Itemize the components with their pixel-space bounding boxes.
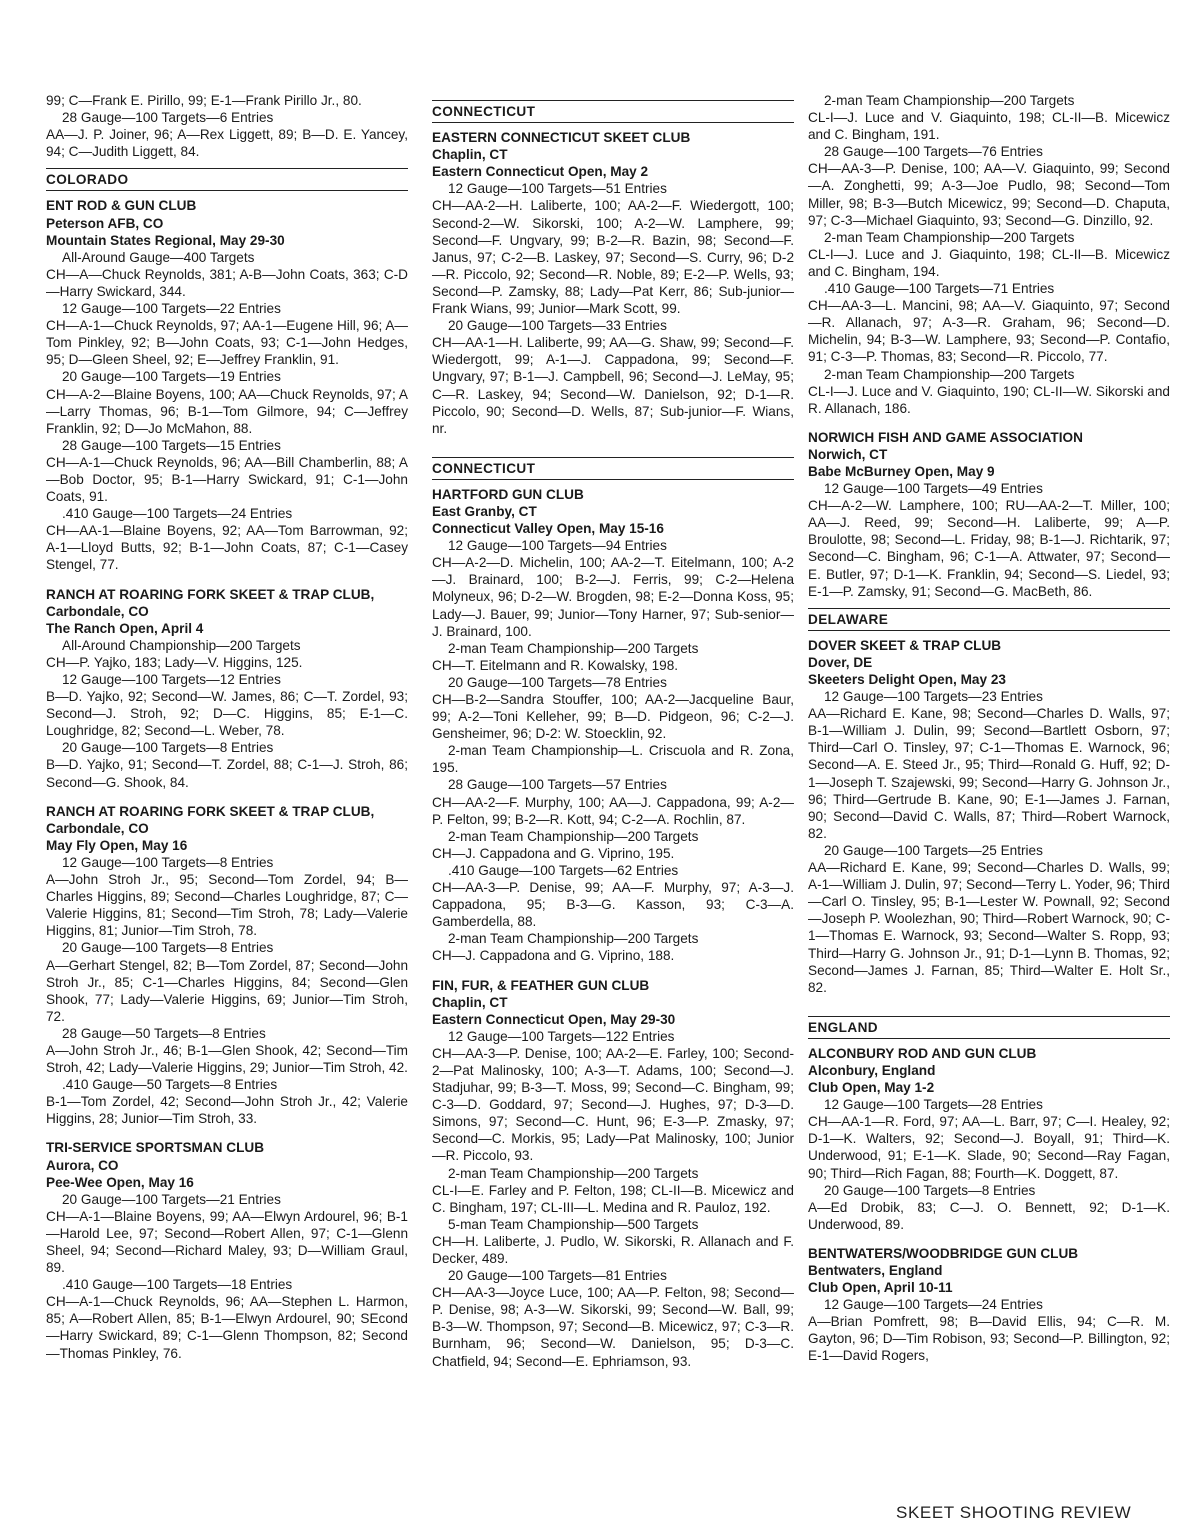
event-line: 28 Gauge—100 Targets—57 Entries [448,777,667,793]
column-2 [432,92,794,1370]
event-line: All-Around Championship—200 Targets [62,637,301,653]
result-paragraph: CL-I—J. Luce and V. Giaquinto, 190; CL-II—W. Sikorski and R. Allanach, 186. [808,383,1170,416]
event-line: All-Around Gauge—400 Targets [62,249,255,265]
club-location: East Granby, CT [432,503,537,519]
event-line: 28 Gauge—100 Targets—76 Entries [824,144,1043,160]
club-location: Bentwaters, England [808,1263,943,1278]
event-line: 2-man Team Championship—200 Targets [448,828,699,844]
result-paragraph: CH—AA-3—L. Mancini, 98; AA—V. Giaquinto, 97; Second—R. Allanach, 97; A-3—R. Graham, 96; Second—D. Michelin, 94; B-3—W. Lamphere, 93; Second—P. Contafio, 91; C-3—P. Thomas, 83; Second—R. Piccolo, 77. [808,298,1170,365]
result-paragraph: CH—AA-1—Blaine Boyens, 92; AA—Tom Barrowman, 92; A-1—Lloyd Butts, 92; B-1—John Coats, 87; C-1—Casey Stengel, 77. [46,523,408,573]
event-line: 2-man Team Championship—200 Targets [448,640,699,656]
event-line: 2-man Team Championship—200 Targets [448,1165,699,1181]
result-paragraph: CH—A-1—Chuck Reynolds, 97; AA-1—Eugene Hill, 96; A—Tom Pinkley, 92; B—John Coats, 93; C-1—John Hedges, 95; D—Gleen Sheel, 92; E—Jeffrey Franklin, 91. [46,318,408,368]
event-name: Eastern Connecticut Open, May 2 [432,164,649,180]
result-paragraph: B-1—Tom Zordel, 42; Second—John Stroh Jr., 42; Valerie Higgins, 28; Junior—Tim Stroh, 33. [46,1094,408,1127]
result-paragraph: CH—A-1—Chuck Reynolds, 96; AA—Bill Chamberlin, 88; A—Bob Doctor, 95; B-1—Harry Swickard, 91; C-1—John Coats, 91. [46,454,408,505]
club-name: TRI-SERVICE SPORTSMAN CLUB [46,1140,265,1156]
spacer [46,574,408,586]
result-paragraph: CL-I—E. Farley and P. Felton, 198; CL-II—B. Micewicz and C. Bingham, 197; CL-III—L. Medina and R. Pauloz, 192. [432,1182,794,1215]
event-line: 20 Gauge—100 Targets—33 Entries [448,318,667,334]
result-paragraph: A—Ed Drobik, 83; C—J. O. Bennett, 92; D-1—K. Underwood, 89. [808,1199,1170,1232]
event-line: 28 Gauge—50 Targets—8 Entries [62,1025,266,1041]
event-name: May Fly Open, May 16 [46,837,188,853]
event-line: 20 Gauge—100 Targets—8 Entries [62,740,274,756]
event-name: Skeeters Delight Open, May 23 [808,672,1006,687]
result-paragraph: AA—Richard E. Kane, 99; Second—Charles D. Walls, 99; A-1—William J. Dulin, 97; Second—Terry L. Yoder, 96; Third—Carl O. Tinsley, 95; B-1—Lester W. Pownall, 92; Second—Joseph P. Woolezhan, 90; Third—Robert Warnock, 90; C-1—Thomas E. Warnock, 93; Second—Walter S. Ropp, 93; Third—Harry G. Johnson Jr., 91; D-1—Lynn B. Thomas, 92; Second—James J. Farnan, 85; Third—Walter E. Holt Sr., 82. [808,860,1170,995]
event-line: 20 Gauge—100 Targets—81 Entries [448,1268,667,1284]
event-line: 12 Gauge—100 Targets—94 Entries [448,538,667,554]
result-paragraph: CH—AA-1—R. Ford, 97; AA—L. Barr, 97; C—I. Healey, 92; D-1—K. Walters, 92; Second—J. Boyall, 91; Third—K. Underwood, 91; E-1—K. Slade, 90; Second—Ray Fagan, 90; Third—Rich Fagan, 88; Fourth—K. Doggett, 87. [808,1114,1170,1181]
result-paragraph: 99; C—Frank E. Pirillo, 99; E-1—Frank Pirillo Jr., 80. [46,93,362,108]
result-paragraph: A—John Stroh Jr., 95; Second—Tom Zordel, 94; B—Charles Higgins, 89; Second—Charles Loughridge, 87; C—Valerie Higgins, 81; Second—Tim Stroh, 78; Lady—Valerie Higgins, 81; Junior—Tim Stroh, 78. [46,872,408,939]
club-location: Alconbury, England [808,1062,936,1078]
event-line: 5-man Team Championship—500 Targets [448,1216,699,1232]
event-line: 20 Gauge—100 Targets—8 Entries [824,1182,1036,1198]
event-line: 12 Gauge—100 Targets—8 Entries [62,854,274,870]
result-paragraph: CH—P. Yajko, 183; Lady—V. Higgins, 125. [46,654,303,670]
result-paragraph: B—D. Yajko, 92; Second—W. James, 86; C—T. Zordel, 93; Second—J. Stroh, 92; D—C. Higgins, 85; E-1—C. Loughridge, 82; Second—L. Weber, 78. [46,689,408,739]
result-paragraph: B—D. Yajko, 91; Second—T. Zordel, 88; C-1—J. Stroh, 86; Second—G. Shook, 84. [46,757,408,790]
event-line: 12 Gauge—100 Targets—51 Entries [448,181,667,197]
event-line: .410 Gauge—50 Targets—8 Entries [62,1077,278,1093]
result-paragraph: CL-I—J. Luce and J. Giaquinto, 198; CL-II—B. Micewicz and C. Bingham, 194. [808,246,1170,279]
result-paragraph: CH—AA-3—P. Denise, 100; AA-2—E. Farley, 100; Second-2—Pat Malinosky, 100; A-3—T. Adams, 100; Second—J. Stadjuhar, 99; B-3—T. Moss, 99; Second—C. Bingham, 99; C-3—D. Goddard, 97; Second—J. Hughes, 97; D-3—D. Simons, 97; Second—C. Hunt, 96; E-3—P. Zmasky, 97; Second—C. Morkis, 95; Lady—Pat Malinosky, 100; Junior—R. Piccolo, 93. [432,1045,794,1164]
event-line: 28 Gauge—100 Targets—15 Entries [62,437,281,453]
state-heading: CONNECTICUT [432,457,794,480]
event-name: Club Open, May 1-2 [808,1080,935,1096]
footer-publication-title: SKEET SHOOTING REVIEW [896,1503,1132,1522]
result-paragraph: AA—J. P. Joiner, 96; A—Rex Liggett, 89; B—D. E. Yancey, 94; C—Judith Liggett, 84. [46,127,408,160]
event-line: 20 Gauge—100 Targets—19 Entries [62,369,281,385]
event-line: 12 Gauge—100 Targets—49 Entries [824,481,1043,497]
club-name: EASTERN CONNECTICUT SKEET CLUB [432,130,691,146]
club-location: Peterson AFB, CO [46,215,164,231]
spacer [432,437,794,449]
event-name: Pee-Wee Open, May 16 [46,1174,194,1190]
result-paragraph: CH—AA-1—H. Laliberte, 99; AA—G. Shaw, 99; Second—F. Wiedergott, 99; A-1—J. Cappadona, 99; Second—F. Ungvary, 97; B-1—J. Campbell, 96; Second—J. LeMay, 95; C—R. Laskey, 94; Second—W. Danielson, 92; D-1—R. Piccolo, 90; Second—D. Wells, 87; Sub-junior—F. Wians, nr. [432,335,794,436]
event-name: The Ranch Open, April 4 [46,620,204,636]
result-paragraph: CH—H. Laliberte, J. Pudlo, W. Sikorski, R. Allanach and F. Decker, 489. [432,1233,794,1266]
event-name: Mountain States Regional, May 29-30 [46,232,285,248]
state-heading: DELAWARE [808,608,1170,631]
result-paragraph: CH—A-2—D. Michelin, 100; AA-2—T. Eitelmann, 100; A-2—J. Brainard, 100; B-2—J. Ferris, 99; C-2—Helena Molyneux, 96; D-2—W. Brogden, 98; E-2—Donna Koss, 95; Lady—J. Bauer, 99; Junior—Tony Harner, 97; Sub-senior—J. Brainard, 100. [432,555,794,639]
result-paragraph: CH—AA-3—Joyce Luce, 100; AA—P. Felton, 98; Second—P. Denise, 98; A-3—W. Sikorski, 99; Second—W. Ball, 99; B-3—W. Thompson, 97; Second—B. Micewicz, 97; C-3—R. Burnham, 96; Second—W. Danielson, 95; D-3—C. Chatfield, 94; Second—E. Ephriamson, 93. [432,1285,794,1369]
event-line: .410 Gauge—100 Targets—18 Entries [62,1277,293,1293]
spacer [808,996,1170,1008]
event-line: 20 Gauge—100 Targets—8 Entries [62,940,274,956]
result-paragraph: CH—A—Chuck Reynolds, 381; A-B—John Coats, 363; C-D—Harry Swickard, 344. [46,266,408,299]
club-name: NORWICH FISH AND GAME ASSOCIATION [808,429,1083,445]
state-heading: CONNECTICUT [432,100,794,123]
result-paragraph: CH—A-2—W. Lamphere, 100; RU—AA-2—T. Miller, 100; AA—J. Reed, 99; Second—H. Laliberte, 99; A—P. Broulotte, 98; Second—L. Friday, 98; B-1—J. Richtarik, 97; Second—C. Bingham, 96; C-1—A. Attwater, 97; Second—E. Butler, 97; D-1—K. Franklin, 94; Second—S. Liedel, 93; E-1—P. Zamsky, 91; Second—G. MacBeth, 86. [808,498,1170,599]
event-line: .410 Gauge—100 Targets—71 Entries [824,281,1055,297]
event-line: 20 Gauge—100 Targets—78 Entries [448,674,667,690]
result-paragraph: CH—T. Eitelmann and R. Kowalsky, 198. [432,657,679,673]
event-line: .410 Gauge—100 Targets—62 Entries [448,862,679,878]
spacer [46,791,408,803]
result-paragraph: CH—J. Cappadona and G. Viprino, 195. [432,845,675,861]
event-line: 12 Gauge—100 Targets—23 Entries [824,689,1043,705]
spacer [46,1127,408,1139]
event-line: 2-man Team Championship—L. Criscuola and R. Zona, 195. [432,743,794,776]
club-name: RANCH AT ROARING FORK SKEET & TRAP CLUB, Carbondale, CO [46,803,375,836]
event-line: 2-man Team Championship—200 Targets [824,229,1075,245]
event-line: 12 Gauge—100 Targets—22 Entries [62,301,281,317]
result-paragraph: AA—Richard E. Kane, 98; Second—Charles D. Walls, 97; B-1—William J. Dulin, 99; Second—Bartlett Osborn, 97; Third—Carl O. Tinsley, 97; C-1—Thomas E. Warnock, 96; Second—A. E. Steed Jr., 95; Third—Ronald G. Huff, 92; D-1—Joseph T. Szajewski, 99; Second—Harry G. Johnson Jr., 96; Third—Gertrude B. Kane, 90; E-1—James J. Farnan, 90; Second—David C. Walls, 87; Third—Robert Warnock, 82. [808,706,1170,841]
result-paragraph: CH—A-1—Chuck Reynolds, 96; AA—Stephen L. Harmon, 85; A—Robert Allen, 85; B-1—Elwyn Ardourel, 90; SEcond—Harry Swickard, 89; C-1—Glenn Thompson, 82; Second—Thomas Pinkley, 76. [46,1294,408,1361]
club-location: Dover, DE [808,654,873,670]
result-paragraph: CH—A-2—Blaine Boyens, 100; AA—Chuck Reynolds, 97; A—Larry Thomas, 96; B-1—Tom Gilmore, 94; C—Jeffrey Franklin, 92; D—Jo McMahon, 88. [46,386,408,436]
event-line: 12 Gauge—100 Targets—122 Entries [448,1028,675,1044]
event-line: 12 Gauge—100 Targets—28 Entries [824,1097,1043,1113]
event-line: 2-man Team Championship—200 Targets [448,931,699,947]
spacer [808,417,1170,429]
result-paragraph: CH—B-2—Sandra Stouffer, 100; AA-2—Jacqueline Baur, 99; A-2—Toni Kelleher, 99; B—D. Pidgeon, 96; C-2—J. Gensheimer, 96; D-2: W. Stoecklin, 92. [432,692,794,742]
event-line: 20 Gauge—100 Targets—25 Entries [824,842,1043,858]
result-paragraph: A—Gerhart Stengel, 82; B—Tom Zordel, 87; Second—John Stroh Jr., 85; C-1—Charles Higgins, 84; Second—Glen Shook, 77; Lady—Valerie Higgins, 69; Junior—Tim Stroh, 72. [46,957,408,1024]
spacer [808,1233,1170,1245]
result-paragraph: CH—A-1—Blaine Boyens, 99; AA—Elwyn Ardourel, 96; B-1—Harold Lee, 97; Second—Robert Allen, 97; C-1—Glenn Sheel, 94; Second—Richard Maley, 93; D—William Graul, 89. [46,1208,408,1276]
event-name: Babe McBurney Open, May 9 [808,463,995,479]
club-location: Chaplin, CT [432,994,508,1010]
event-line: .410 Gauge—100 Targets—24 Entries [62,506,293,522]
state-heading: COLORADO [46,168,408,191]
event-line: 28 Gauge—100 Targets—6 Entries [62,110,274,126]
event-name: Connecticut Valley Open, May 15-16 [432,521,664,537]
result-paragraph: CH—AA-2—F. Murphy, 100; AA—J. Cappadona, 99; A-2—P. Felton, 99; B-2—R. Kott, 94; C-2—A. Rochlin, 87. [432,794,794,827]
state-heading: ENGLAND [808,1016,1170,1039]
column-3 [808,92,1170,1365]
event-line: 12 Gauge—100 Targets—24 Entries [824,1297,1043,1313]
club-name: HARTFORD GUN CLUB [432,486,584,502]
club-name: RANCH AT ROARING FORK SKEET & TRAP CLUB, Carbondale, CO [46,586,375,619]
result-paragraph: A—Brian Pomfrett, 98; B—David Ellis, 94; C—R. M. Gayton, 96; D—Tim Robison, 93; Second—P. Billington, 92; E-1—David Rogers, [808,1314,1170,1364]
club-name: FIN, FUR, & FEATHER GUN CLUB [432,977,650,993]
result-paragraph: CH—AA-3—P. Denise, 99; AA—F. Murphy, 97; A-3—J. Cappadona, 95; B-3—G. Kasson, 93; C-3—A. Gamberdella, 88. [432,880,794,930]
club-location: Norwich, CT [808,446,888,462]
result-paragraph: CH—J. Cappadona and G. Viprino, 188. [432,948,675,964]
club-location: Chaplin, CT [432,147,508,163]
event-line: 20 Gauge—100 Targets—21 Entries [62,1191,281,1207]
result-paragraph: CH—AA-2—H. Laliberte, 100; AA-2—F. Wiedergott, 100; Second-2—W. Sikorski, 100; A-2—W. Lamphere, 99; Second—F. Ungvary, 99; B-2—R. Bazin, 98; Second—F. Janus, 97; C-2—B. Laskey, 97; Second—S. Curry, 96; D-2—R. Piccolo, 92; Second—R. Noble, 89; E-2—P. Wells, 93; Second—P. Zamsky, 88; Lady—Pat Kerr, 86; Sub-junior—Frank Wians, 99; Junior—Mark Scott, 99. [432,198,794,317]
result-paragraph: CL-I—J. Luce and V. Giaquinto, 198; CL-II—B. Micewicz and C. Bingham, 191. [808,110,1170,143]
club-name: ENT ROD & GUN CLUB [46,198,197,214]
club-location: Aurora, CO [46,1157,119,1173]
club-name: DOVER SKEET & TRAP CLUB [808,637,1002,653]
event-line: 2-man Team Championship—200 Targets [824,93,1075,108]
column-1 [46,92,408,1362]
event-line: 2-man Team Championship—200 Targets [824,366,1075,382]
spacer [432,965,794,977]
result-paragraph: CH—AA-3—P. Denise, 100; AA—V. Giaquinto, 99; Second—A. Zonghetti, 99; A-3—Joe Pudlo, 98; Second—Tom Miller, 98; B-3—Butch Micewicz, 99; Second—D. Chaputa, 97; C-3—Michael Giaquinto, 93; Second—G. Dinzillo, 92. [808,161,1170,228]
event-name: Club Open, April 10-11 [808,1280,953,1296]
club-name: ALCONBURY ROD AND GUN CLUB [808,1045,1037,1061]
event-name: Eastern Connecticut Open, May 29-30 [432,1011,676,1027]
club-name: BENTWATERS/WOODBRIDGE GUN CLUB [808,1245,1079,1261]
result-paragraph: A—John Stroh Jr., 46; B-1—Glen Shook, 42; Second—Tim Stroh, 42; Lady—Valerie Higgins, 29; Junior—Tim Stroh, 42. [46,1042,408,1076]
event-line: 12 Gauge—100 Targets—12 Entries [62,672,281,687]
